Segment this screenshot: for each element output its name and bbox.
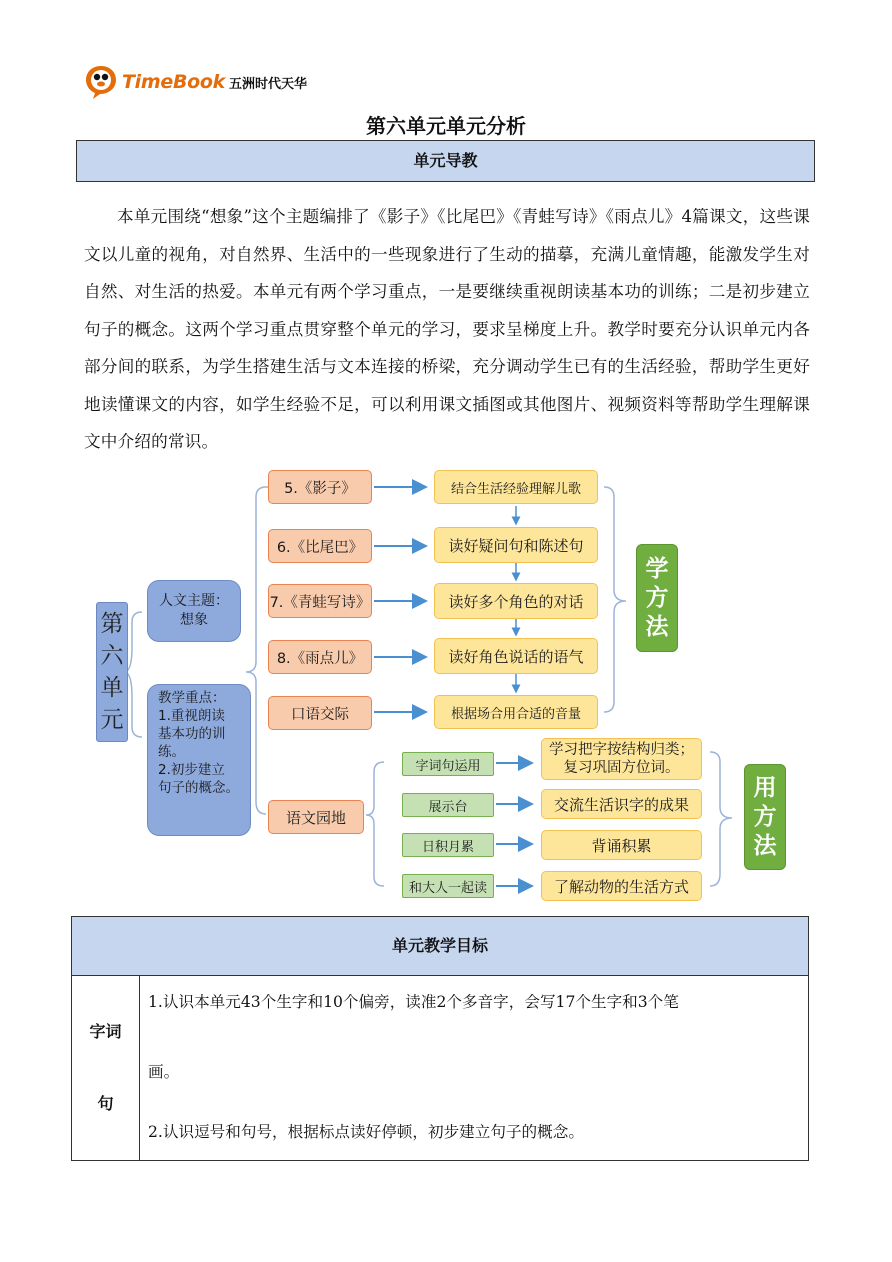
goal-item-1-line2: 画。: [148, 1063, 180, 1081]
root-char: 元: [100, 707, 124, 733]
learn-method-node: 根据场合用合适的音量: [434, 695, 598, 729]
learn-label-char: 学: [645, 555, 669, 582]
lesson-node: 7.《青蛙写诗》: [268, 584, 372, 618]
goals-table-header: 单元教学目标: [72, 917, 808, 976]
learn-method-node: 读好角色说话的语气: [434, 638, 598, 674]
learn-label-char: 法: [645, 613, 669, 640]
use-label-char: 用: [753, 774, 777, 801]
use-method-line: 复习巩固方位词。: [563, 760, 680, 776]
theme-label: 人文主题：: [159, 593, 229, 609]
use-method-node: [541, 738, 702, 780]
learn-label-char: 方: [645, 584, 669, 611]
learn-method-node: 读好多个角色的对话: [434, 583, 598, 619]
use-method-label: [744, 764, 786, 870]
garden-item-node: 和大人一起读: [402, 874, 494, 898]
root-char: 第: [100, 611, 124, 637]
focus-line: 1.重视朗读: [158, 708, 225, 724]
garden-node: 语文园地: [268, 800, 364, 834]
use-method-node: 交流生活识字的成果: [541, 789, 702, 819]
goals-label-top: 字词: [89, 1022, 122, 1041]
focus-line: 2.初步建立: [158, 762, 225, 778]
logo-mascot-icon: [84, 64, 118, 100]
goals-label-bottom: 句: [97, 1094, 114, 1113]
theme-value: 想象: [180, 612, 208, 628]
learn-method-label: [636, 544, 678, 652]
section-intro-header: 单元导教: [76, 140, 815, 182]
focus-line: 基本功的训: [158, 726, 226, 742]
logo-brand-text: TimeBook: [122, 71, 225, 93]
focus-line: 练。: [158, 744, 185, 760]
focus-node: [147, 684, 251, 836]
lesson-node: 口语交际: [268, 696, 372, 730]
root-char: 单: [100, 675, 124, 701]
logo-sub-text: 五洲时代天华: [228, 76, 307, 92]
goals-row-label: [72, 975, 140, 1160]
focus-line: 教学重点：: [158, 690, 226, 706]
focus-line: 句子的概念。: [158, 780, 239, 796]
learn-method-node: 读好疑问句和陈述句: [434, 527, 598, 563]
lesson-node: 5.《影子》: [268, 470, 372, 504]
garden-item-node: 字词句运用: [402, 752, 494, 776]
page-title: 第六单元单元分析: [366, 114, 526, 138]
use-label-char: 方: [753, 803, 777, 830]
learn-method-node: 结合生活经验理解儿歌: [434, 470, 598, 504]
root-char: 六: [100, 643, 124, 669]
garden-item-node: 展示台: [402, 793, 494, 817]
use-label-char: 法: [753, 832, 777, 859]
goals-table: [71, 916, 809, 1161]
unit-root-node: [96, 602, 128, 742]
intro-paragraph: 本单元围绕“想象”这个主题编排了《影子》《比尾巴》《青蛙写诗》《雨点儿》4篇课文，这些课文以儿童的视角，对自然界、生活中的一些现象进行了生动的描摹，充满儿童情趣，能激发学生对自然、对生活的热爱。本单元有两个学习重点，一是要继续重视朗读基本功的训练；二是初步建立句子的概念。这两个学习重点贯穿整个单元的学习，要求呈梯度上升。教学时要充分认识单元内各部分间的联系，为学生搭建生活与文本连接的桥梁，充分调动学生已有的生活经验，帮助学生更好地读懂课文的内容，如学生经验不足，可以利用课文插图或其他图片、视频资料等帮助学生理解课文中介绍的常识。: [84, 207, 810, 451]
lesson-node: 8.《雨点儿》: [268, 640, 372, 674]
goal-item-2: 2.认识逗号和句号，根据标点读好停顿，初步建立句子的概念。: [148, 1123, 584, 1141]
timebook-logo: [84, 62, 307, 102]
unit-mindmap: [86, 462, 806, 902]
use-method-line: 学习把字按结构归类；: [549, 742, 694, 758]
goal-item-1-line1: 1.认识本单元43个生字和10个偏旁，读准2个多音字，会写17个生字和3个笔: [148, 993, 679, 1011]
lesson-node: 6.《比尾巴》: [268, 529, 372, 563]
theme-node: [147, 580, 241, 642]
use-method-node: 了解动物的生活方式: [541, 871, 702, 901]
use-method-node: 背诵积累: [541, 830, 702, 860]
garden-item-node: 日积月累: [402, 833, 494, 857]
